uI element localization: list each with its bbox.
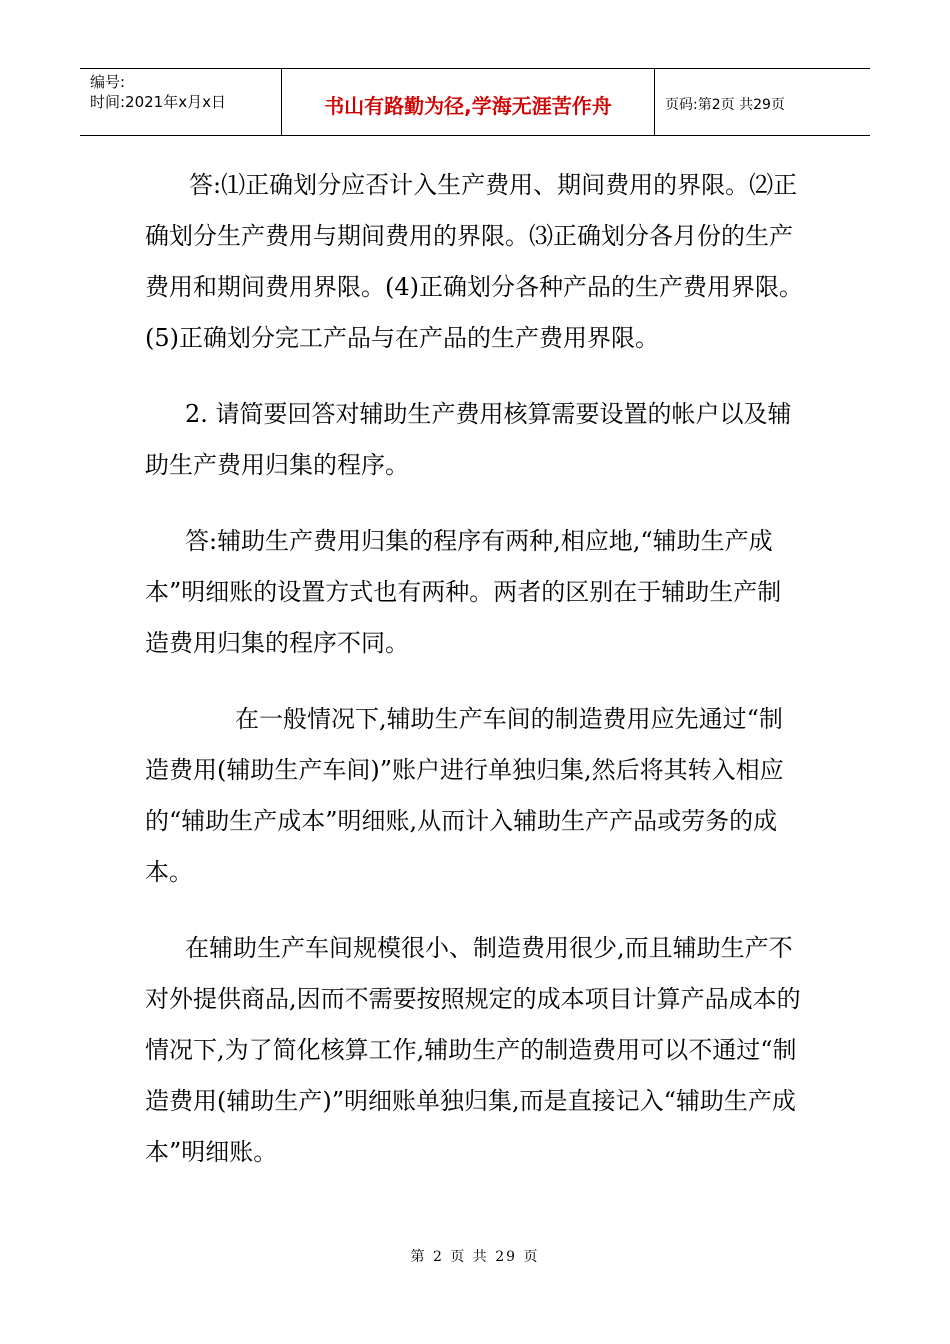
header-motto: 书山有路勤为径,学海无涯苦作舟	[282, 69, 655, 135]
answer-1-paragraph: 答:⑴正确划分应否计入生产费用、期间费用的界限。⑵正确划分生产费用与期间费用的界限。⑶正确划分各月份的生产费用和期间费用界限。(4)正确划分各种产品的生产费用界限。(5)正确划分完工产品与在产品的生产费用界限。	[145, 171, 803, 352]
page-header	[80, 68, 870, 136]
answer-2-paragraph-3: 在辅助生产车间规模很小、制造费用很少,而且辅助生产不对外提供商品,因而不需要按照规定的成本项目计算产品成本的情况下,为了简化核算工作,辅助生产的制造费用可以不通过“制造费用(辅助生产)”明细账单独归集,而是直接记入“辅助生产成本”明细账。	[145, 934, 801, 1166]
header-page-code: 页码:第2页 共29页	[665, 97, 785, 113]
page-footer: 第 2 页 共 29 页	[410, 1249, 540, 1265]
answer-2-paragraph-1: 答:辅助生产费用归集的程序有两种,相应地,“辅助生产成本”明细账的设置方式也有两种。两者的区别在于辅助生产制造费用归集的程序不同。	[145, 527, 782, 657]
header-meta	[80, 69, 282, 135]
answer-2-paragraph-2: 在一般情况下,辅助生产车间的制造费用应先通过“制造费用(辅助生产车间)”账户进行单独归集,然后将其转入相应的“辅助生产成本”明细账,从而计入辅助生产产品或劳务的成本。	[145, 705, 784, 886]
document-body	[145, 160, 805, 1178]
question-2-paragraph: 2. 请简要回答对辅助生产费用核算需要设置的帐户以及辅助生产费用归集的程序。	[145, 400, 792, 479]
document-number-label: 编号:	[90, 73, 126, 91]
document-time-label: 时间:2021年x月x日	[90, 93, 226, 111]
